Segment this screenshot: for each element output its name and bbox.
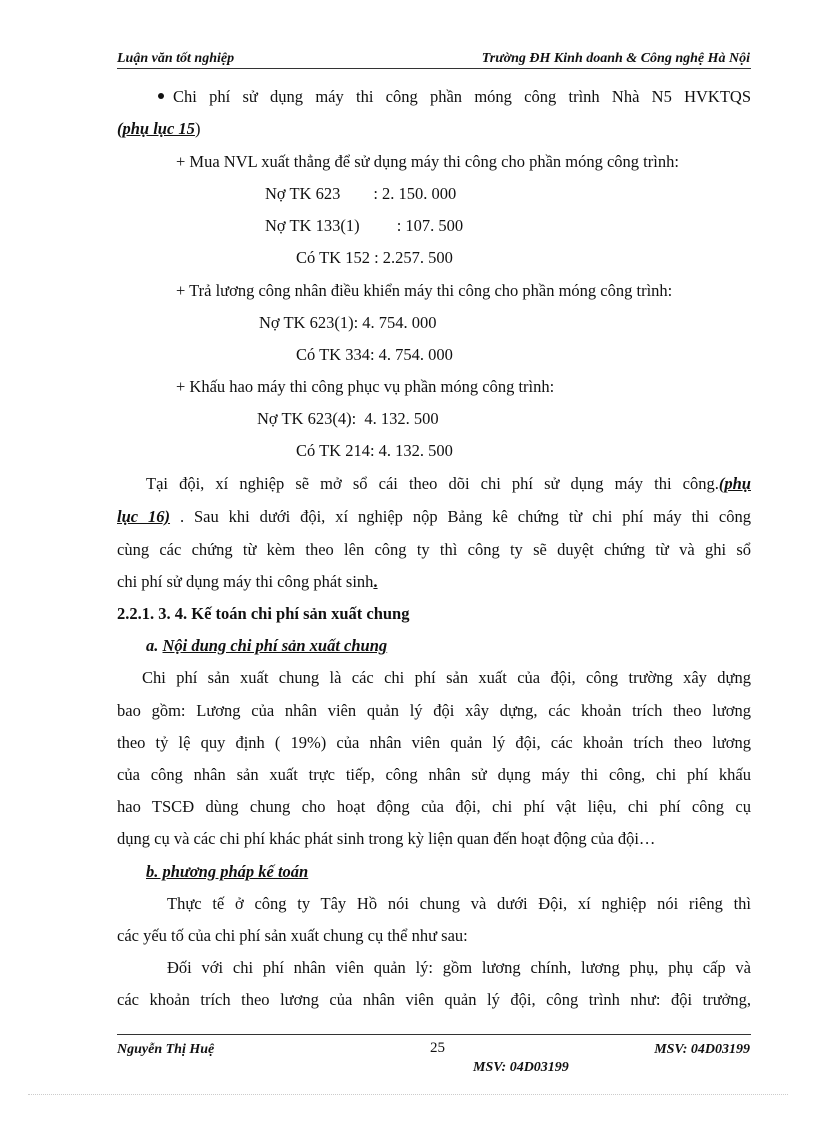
entry3-intro: + Khấu hao máy thi công phục vụ phần móng công trình:: [176, 377, 555, 396]
entry1-line1: Nợ TK 623 : 2. 150. 000: [265, 184, 457, 203]
para1-line1: [146, 474, 751, 494]
para1-line2-text: . Sau khi dưới đội, xí nghiệp nộp Bảng kê chứng từ chi phí máy thi công: [170, 507, 751, 526]
footer-msv-right: MSV: 04D03199: [654, 1042, 750, 1057]
subsection-b-heading: b. phương pháp kế toán: [146, 862, 309, 881]
header-left: Luận văn tốt nghiệp: [117, 51, 235, 66]
appendix-16-ref-start: (phụ: [718, 474, 751, 493]
entry1-intro: + Mua NVL xuất thẳng để sử dụng máy thi công cho phần móng công trình:: [176, 152, 679, 171]
header-rule: [117, 68, 751, 69]
para3-line1: Thực tế ở công ty Tây Hồ nói chung và dưới Đội, xí nghiệp nói riêng thì: [167, 894, 751, 913]
entry1-line2: Nợ TK 133(1) : 107. 500: [265, 216, 464, 235]
footer-rule: [117, 1034, 751, 1035]
page-break-line: [28, 1094, 788, 1095]
subsection-a-heading: [146, 636, 387, 656]
entry2-intro: + Trả lương công nhân điều khiển máy thi công cho phần móng công trình:: [176, 281, 673, 300]
para4-line2: các khoản trích theo lương của nhân viên quản lý đội, công trình như: đội trưởng,: [117, 990, 751, 1009]
para2-line5: hao TSCĐ dùng chung cho hoạt động của đội, chi phí vật liệu, chi phí công cụ: [117, 797, 751, 816]
para4-line1: Đối với chi phí nhân viên quản lý: gồm lương chính, lương phụ, phụ cấp và: [167, 958, 751, 977]
entry3-line2: Có TK 214: 4. 132. 500: [296, 441, 453, 460]
header-right: Trường ĐH Kinh doanh & Công nghệ Hà Nội: [481, 51, 750, 66]
bullet-icon: [158, 93, 164, 99]
appendix-16-ref-end: lục 16): [117, 507, 171, 526]
entry1-line3: Có TK 152 : 2.257. 500: [296, 248, 453, 267]
bullet-line-2: [117, 119, 200, 139]
para2-line4: của công nhân sản xuất trực tiếp, công nhân sử dụng máy thi công, chi phí khấu: [117, 765, 751, 784]
para2-line3: theo tỷ lệ quy định ( 19%) của nhân viên quản lý đội, các khoản trích theo lương: [117, 733, 751, 752]
footer-author: Nguyễn Thị Huệ: [117, 1042, 215, 1057]
page-number: 25: [430, 1040, 445, 1056]
para1-line3: cùng các chứng từ kèm theo lên công ty thì công ty sẽ duyệt chứng từ và ghi sổ: [117, 540, 751, 559]
para2-line1: Chi phí sản xuất chung là các chi phí sản xuất của đội, công trường xây dựng: [142, 668, 751, 687]
para1-line4-text: chi phí sử dụng máy thi công phát sinh: [117, 572, 374, 591]
footer-msv-center: MSV: 04D03199: [473, 1060, 569, 1075]
entry3-line1: Nợ TK 623(4): 4. 132. 500: [257, 409, 439, 428]
bullet-text: Chi phí sử dụng máy thi công phần móng công trình Nhà N5 HVKTQS: [173, 87, 751, 106]
para1-line4: [117, 572, 378, 592]
para1-line2: [117, 507, 751, 527]
appendix-15-ref: (phụ lục 15: [117, 119, 195, 138]
entry2-line2: Có TK 334: 4. 754. 000: [296, 345, 453, 364]
entry2-line1: Nợ TK 623(1): 4. 754. 000: [259, 313, 437, 332]
paren-close: ): [194, 119, 201, 138]
section-heading: 2.2.1. 3. 4. Kế toán chi phí sản xuất chung: [117, 604, 410, 623]
bullet-line-1: [158, 87, 751, 107]
para1-line4-end: .: [373, 572, 378, 591]
subsection-a-prefix: a.: [146, 636, 163, 655]
para2-line6: dụng cụ và các chi phí khác phát sinh trong kỳ liện quan đến hoạt động của đội…: [117, 829, 656, 848]
para2-line2: bao gồm: Lương của nhân viên quản lý đội xây dựng, các khoản trích theo lương: [117, 701, 751, 720]
para1-line1-text: Tại đội, xí nghiệp sẽ mở sổ cái theo dõi chi phí sử dụng máy thi công.: [146, 474, 719, 493]
para3-line2: các yếu tố của chi phí sản xuất chung cụ thể như sau:: [117, 926, 468, 945]
subsection-a-title: Nội dung chi phí sản xuất chung: [162, 636, 388, 655]
